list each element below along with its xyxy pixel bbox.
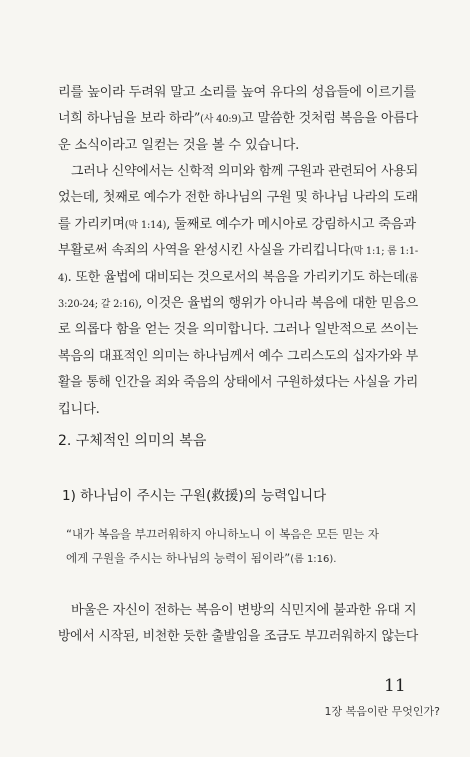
line-text: , 이것은 율법의 행위가 아니라 복음에 대한 믿음으 xyxy=(138,295,419,311)
line-text: , 둘째로 예수가 메시아로 강림하시고 죽음과 xyxy=(166,216,416,232)
text-line: 방에서 시작된, 비천한 듯한 출발임을 조금도 부끄러워하지 않는다 xyxy=(58,629,419,645)
citation: (막 1:14) xyxy=(124,219,167,231)
quote-line xyxy=(66,546,416,570)
page-number: 11 xyxy=(384,676,406,696)
line-text: . 또한 율법에 대비되는 것으로서의 복음을 가리키기도 하는데 xyxy=(67,269,406,285)
text-line xyxy=(58,238,418,264)
text-line: 리를 높이라 두려워 말고 소리를 높여 유다의 성읍들에 이르기를 xyxy=(58,85,416,100)
paragraph-3 xyxy=(58,598,418,651)
text-line: 바울은 자신이 전하는 복음이 변방의 식민지에 불과한 유대 지 xyxy=(71,603,417,618)
citation: (롬 xyxy=(405,272,418,284)
subsection-heading: 1) 하나님이 주시는 구원(救援)의 능력입니다 xyxy=(62,488,327,504)
line-text: 를 가리키며 xyxy=(58,216,125,232)
line-text: 고 말씀한 것처럼 복음을 아름다 xyxy=(241,111,418,127)
citation: (사 40:9) xyxy=(200,114,242,126)
running-head: 1장 복음이란 무엇인가? xyxy=(324,705,440,718)
citation: 4) xyxy=(58,272,68,284)
citation: (롬 1:16). xyxy=(290,554,337,565)
text-line xyxy=(58,212,418,238)
line-text: 부활로써 속죄의 사역을 완성시킨 사실을 가리킵니다 xyxy=(58,243,350,259)
text-line: 었는데, 첫째로 예수가 전한 하나님의 구원 및 하나님 나라의 도래 xyxy=(58,190,419,206)
text-line xyxy=(58,106,418,132)
text-line: 운 소식이라고 일컫는 것을 볼 수 있습니다. xyxy=(58,137,300,153)
line-text: 너희 하나님을 보라 하라” xyxy=(58,111,201,127)
quote-line: “내가 복음을 부끄러워하지 아니하노니 이 복음은 모든 믿는 자 xyxy=(66,527,379,541)
text-line: 로 의롭다 함을 얻는 것을 의미합니다. 그러나 일반적으로 쓰이는 xyxy=(58,322,418,338)
citation: (막 1:1; 롬 1:1- xyxy=(349,246,418,258)
text-line xyxy=(58,265,418,291)
text-line: 활을 통해 인간을 죄와 죽음의 상태에서 구원하셨다는 사실을 가리 xyxy=(58,375,419,391)
citation: 3:20-24; 갈 2:16) xyxy=(58,298,139,310)
paragraph-2 xyxy=(58,159,418,423)
line-text: 에게 구원을 주시는 하나님의 능력이 됨이라” xyxy=(66,551,291,565)
scripture-quote xyxy=(66,522,416,570)
section-heading: 2. 구체적인 의미의 복음 xyxy=(58,433,207,449)
text-line: 그러나 신약에서는 신학적 의미와 함께 구원과 관련되어 사용되 xyxy=(71,164,418,179)
text-line xyxy=(58,291,418,317)
text-line: 복음의 대표적인 의미는 하나님께서 예수 그리스도의 십자가와 부 xyxy=(58,348,419,364)
paragraph-1 xyxy=(58,80,418,159)
text-line: 킵니다. xyxy=(58,401,100,417)
